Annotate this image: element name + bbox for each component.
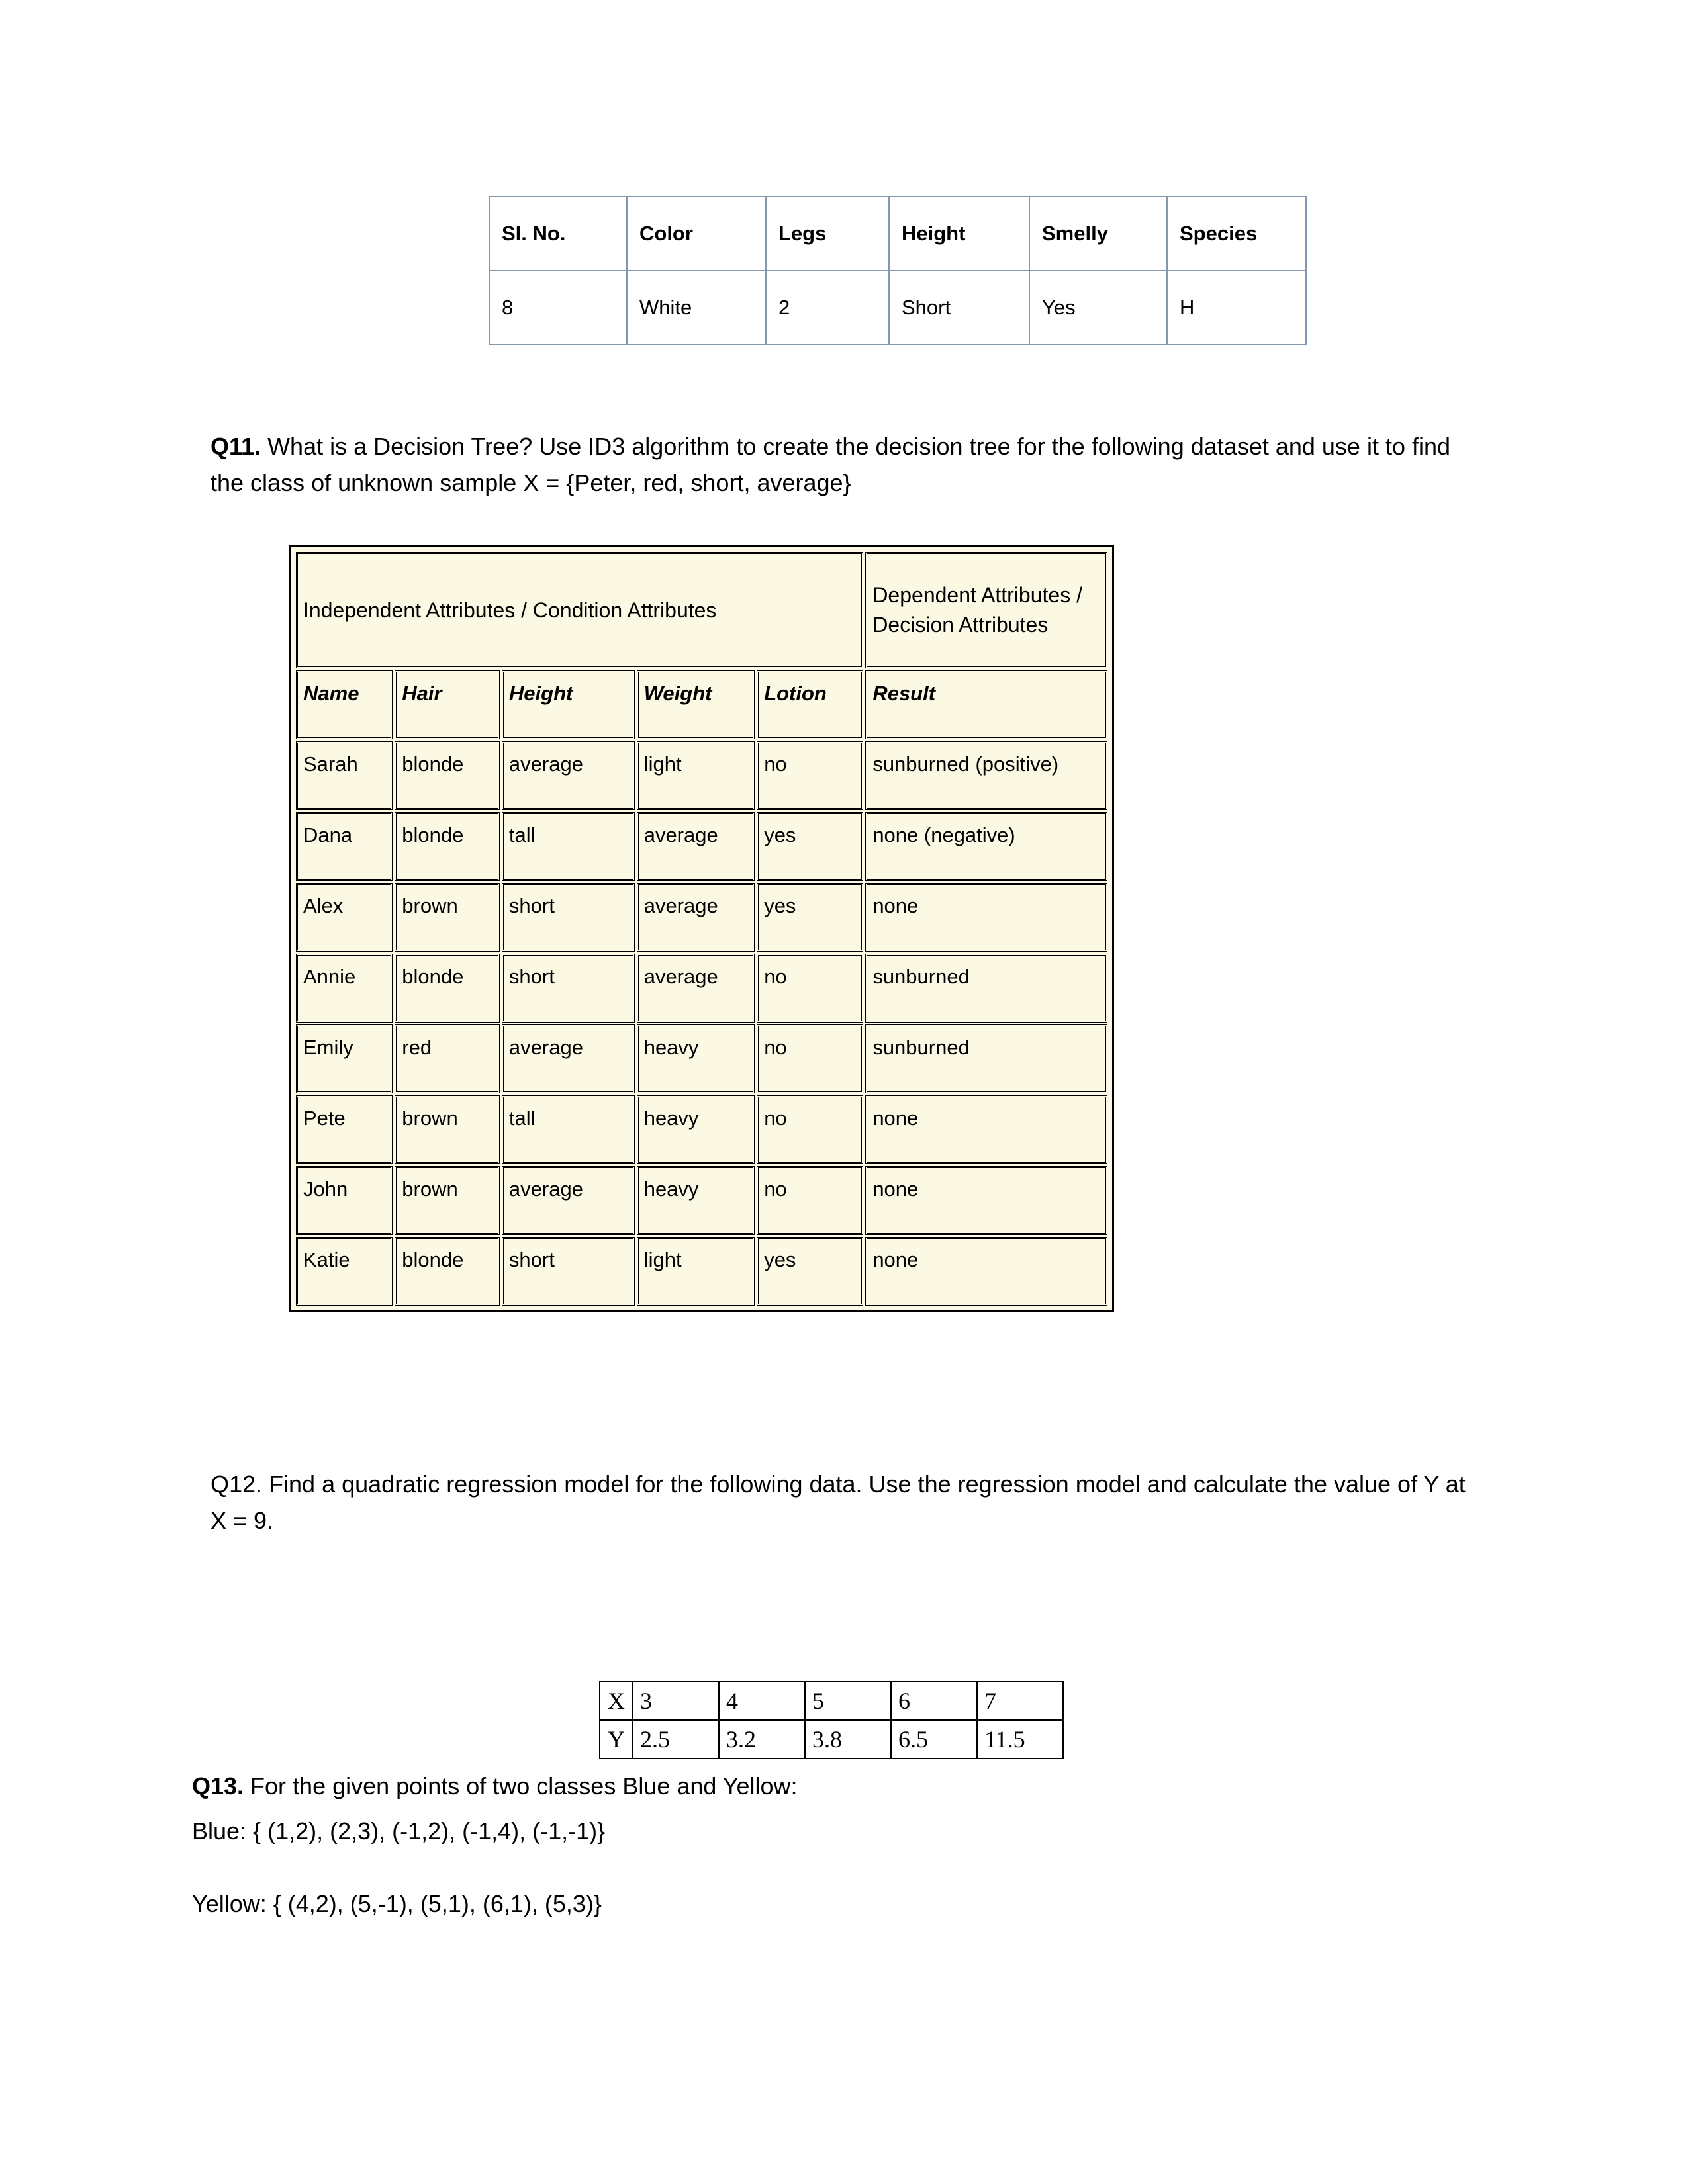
- xy-cell-x-0: 3: [633, 1682, 719, 1720]
- id3-cell-result: none (negative): [865, 812, 1107, 881]
- question-13-label: Q13.: [192, 1772, 244, 1799]
- species-header-sl-no: Sl. No.: [489, 197, 627, 271]
- question-12-line2: calculate the value of Y at X = 9.: [211, 1471, 1466, 1534]
- id3-header-hair: Hair: [395, 670, 500, 739]
- id3-cell-height: short: [502, 954, 635, 1023]
- xy-cell-x-2: 5: [805, 1682, 891, 1720]
- id3-cell-result: none: [865, 1095, 1107, 1164]
- table-row: [489, 271, 1306, 345]
- id3-cell-name: Sarah: [296, 741, 393, 810]
- id3-cell-lotion: no: [757, 741, 863, 810]
- id3-cell-height: tall: [502, 812, 635, 881]
- id3-group-header-dependent: Dependent Attributes / Decision Attributes: [865, 552, 1107, 668]
- id3-cell-hair: blonde: [395, 812, 500, 881]
- question-12-label: Q12.: [211, 1471, 263, 1498]
- id3-cell-hair: brown: [395, 883, 500, 952]
- id3-cell-weight: heavy: [637, 1095, 755, 1164]
- species-cell-smelly: Yes: [1029, 271, 1167, 345]
- id3-cell-hair: brown: [395, 1095, 500, 1164]
- table-row: [600, 1720, 1063, 1758]
- question-11-label: Q11.: [211, 433, 261, 460]
- id3-cell-name: Emily: [296, 1024, 393, 1093]
- id3-group-header-row: [296, 552, 1107, 668]
- id3-cell-weight: light: [637, 741, 755, 810]
- question-11-line1: What is a Decision Tree? Use ID3 algorithm to create the decision tree for the following: [261, 433, 1184, 460]
- species-cell-color: White: [627, 271, 766, 345]
- table-row: [296, 1237, 1107, 1306]
- question-13-yellow-points: Yellow: { (4,2), (5,-1), (5,1), (6,1), (5,3)}: [192, 1890, 602, 1917]
- id3-cell-hair: blonde: [395, 1237, 500, 1306]
- species-header-legs: Legs: [766, 197, 889, 271]
- id3-cell-result: sunburned (positive): [865, 741, 1107, 810]
- question-13-text: [192, 1768, 1450, 1805]
- xy-cell-y-3: 6.5: [891, 1720, 977, 1758]
- id3-header-weight: Weight: [637, 670, 755, 739]
- table-row: [296, 1095, 1107, 1164]
- table-row: [600, 1682, 1063, 1720]
- id3-cell-hair: red: [395, 1024, 500, 1093]
- table-row: [296, 883, 1107, 952]
- id3-cell-name: John: [296, 1166, 393, 1235]
- species-header-species: Species: [1167, 197, 1306, 271]
- id3-cell-result: sunburned: [865, 1024, 1107, 1093]
- id3-cell-height: average: [502, 1166, 635, 1235]
- id3-cell-height: average: [502, 1024, 635, 1093]
- question-12-text: [211, 1467, 1468, 1539]
- id3-cell-lotion: no: [757, 954, 863, 1023]
- id3-cell-lotion: no: [757, 1095, 863, 1164]
- species-cell-legs: 2: [766, 271, 889, 345]
- id3-cell-height: tall: [502, 1095, 635, 1164]
- id3-cell-name: Dana: [296, 812, 393, 881]
- xy-cell-x-3: 6: [891, 1682, 977, 1720]
- question-12-line1: Find a quadratic regression model for the following data. Use the regression model and: [262, 1471, 1187, 1498]
- id3-cell-name: Pete: [296, 1095, 393, 1164]
- table-row: [296, 1024, 1107, 1093]
- xy-cell-y-0: 2.5: [633, 1720, 719, 1758]
- id3-column-header-row: [296, 670, 1107, 739]
- id3-cell-hair: blonde: [395, 741, 500, 810]
- xy-cell-x-4: 7: [977, 1682, 1063, 1720]
- id3-cell-height: short: [502, 883, 635, 952]
- id3-cell-lotion: yes: [757, 812, 863, 881]
- xy-cell-y-4: 11.5: [977, 1720, 1063, 1758]
- id3-cell-weight: average: [637, 954, 755, 1023]
- species-cell-height: Short: [889, 271, 1029, 345]
- species-table-container: [489, 196, 1258, 345]
- xy-data-table-container: [599, 1681, 1064, 1759]
- id3-cell-hair: brown: [395, 1166, 500, 1235]
- xy-row-label-x: X: [600, 1682, 633, 1720]
- id3-cell-lotion: yes: [757, 1237, 863, 1306]
- table-row: [296, 741, 1107, 810]
- xy-row-label-y: Y: [600, 1720, 633, 1758]
- id3-cell-height: short: [502, 1237, 635, 1306]
- id3-cell-result: none: [865, 1237, 1107, 1306]
- species-cell-species: H: [1167, 271, 1306, 345]
- table-row: [296, 954, 1107, 1023]
- question-13-blue-points: Blue: { (1,2), (2,3), (-1,2), (-1,4), (-1,-1)}: [192, 1817, 606, 1844]
- id3-cell-result: sunburned: [865, 954, 1107, 1023]
- species-header-height: Height: [889, 197, 1029, 271]
- id3-cell-weight: heavy: [637, 1024, 755, 1093]
- id3-cell-result: none: [865, 1166, 1107, 1235]
- id3-cell-name: Katie: [296, 1237, 393, 1306]
- species-header-color: Color: [627, 197, 766, 271]
- id3-cell-weight: average: [637, 883, 755, 952]
- id3-header-result: Result: [865, 670, 1107, 739]
- id3-group-header-independent: Independent Attributes / Condition Attributes: [296, 552, 863, 668]
- question-11-text: [211, 429, 1468, 501]
- id3-header-lotion: Lotion: [757, 670, 863, 739]
- xy-data-table: [599, 1681, 1064, 1759]
- id3-cell-height: average: [502, 741, 635, 810]
- species-table-header-row: [489, 197, 1306, 271]
- xy-cell-x-1: 4: [719, 1682, 805, 1720]
- id3-cell-result: none: [865, 883, 1107, 952]
- id3-header-name: Name: [296, 670, 393, 739]
- table-row: [296, 812, 1107, 881]
- species-table: [489, 196, 1307, 345]
- id3-dataset-table: [294, 550, 1109, 1308]
- id3-cell-weight: average: [637, 812, 755, 881]
- id3-cell-weight: heavy: [637, 1166, 755, 1235]
- id3-header-height: Height: [502, 670, 635, 739]
- question-13-line1: For the given points of two classes Blue and Yellow:: [244, 1772, 798, 1799]
- id3-cell-name: Alex: [296, 883, 393, 952]
- id3-cell-hair: blonde: [395, 954, 500, 1023]
- species-cell-sl-no: 8: [489, 271, 627, 345]
- table-row: [296, 1166, 1107, 1235]
- xy-cell-y-2: 3.8: [805, 1720, 891, 1758]
- id3-cell-weight: light: [637, 1237, 755, 1306]
- id3-dataset-table-container: [289, 545, 1114, 1312]
- id3-cell-lotion: no: [757, 1166, 863, 1235]
- question-11-line2: dataset and use it to find the class of unknown sample X = {Peter, red, short, average}: [211, 433, 1451, 496]
- id3-cell-name: Annie: [296, 954, 393, 1023]
- id3-cell-lotion: yes: [757, 883, 863, 952]
- species-header-smelly: Smelly: [1029, 197, 1167, 271]
- xy-cell-y-1: 3.2: [719, 1720, 805, 1758]
- id3-cell-lotion: no: [757, 1024, 863, 1093]
